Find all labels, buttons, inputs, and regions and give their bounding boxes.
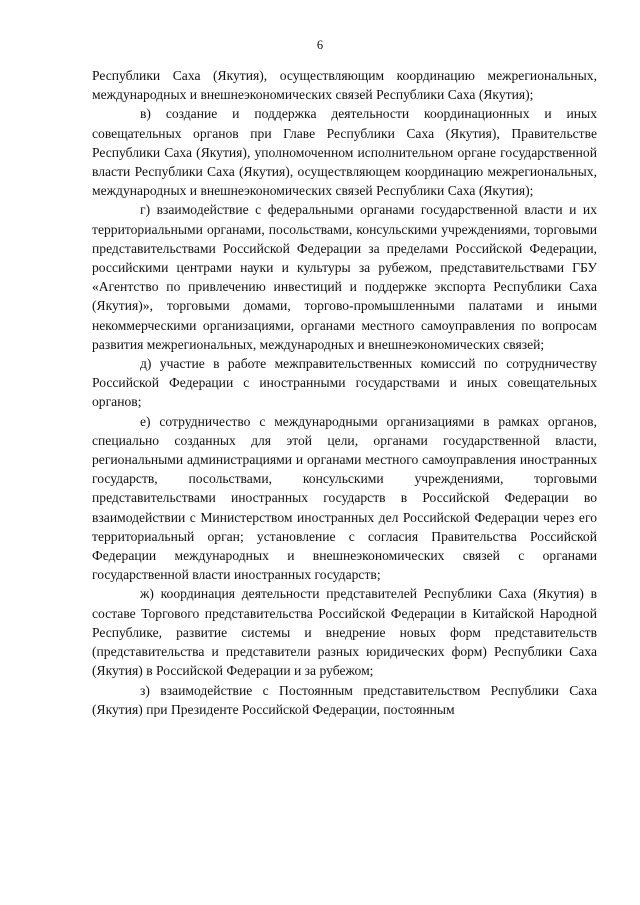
document-body <box>92 66 597 719</box>
paragraph-item-v: в) создание и поддержка деятельности координационных и иных совещательных органов при Главе Республики Саха (Якутия), Правительстве Республики Саха (Якутия), уполномоченном исполнительном органе государственной власти Республики Саха (Якутия), осуществляющем координацию межрегиональных, международных и внешнеэкономических связей Республики Саха (Якутия); <box>92 106 597 199</box>
paragraph-item-zh: ж) координация деятельности представителей Республики Саха (Якутия) в составе Торгового представительства Российской Федерации в Китайской Народной Республике, развитие системы и внедрение новых форм представительств (представительства и представители разных юридических форм) Республики Саха (Якутия) в Российской Федерации и за рубежом; <box>92 586 597 679</box>
paragraph-item-g: г) взаимодействие с федеральными органами государственной власти и их территориальными органами, посольствами, консульскими учреждениями, торговыми представительствами Российской Федерации за пределами Российской Федерации, российскими центрами науки и культуры за рубежом, представительствами ГБУ «Агентство по привлечению инвестиций и поддержке экспорта Республики Саха (Якутия)», торговыми домами, торгово-промышленными палатами и иными некоммерческими организациями, органами местного самоуправления по вопросам развития межрегиональных, международных и внешнеэкономических связей; <box>92 202 597 352</box>
paragraph-item-z: з) взаимодействие с Постоянным представительством Республики Саха (Якутия) при Президенте Российской Федерации, постоянным <box>92 682 597 717</box>
page-number: 6 <box>316 38 324 52</box>
paragraph-item-d: д) участие в работе межправительственных комиссий по сотрудничеству Российской Федерации с иностранными государствами и иных совещательных органов; <box>92 356 597 410</box>
paragraph-item-e: е) сотрудничество с международными организациями в рамках органов, специально созданных для этой цели, органами государственной власти, региональными администрациями и органами местного самоуправления иностранных государств, посольствами, консульскими учреждениями, торговыми представительствами иностранных государств в Российской Федерации во взаимодействии с Министерством иностранных дел Российской Федерации через его территориальный орган; установление с согласия Правительства Российской Федерации международных и внешнеэкономических связей с органами государственной власти иностранных государств; <box>92 413 597 583</box>
paragraph-continuation: Республики Саха (Якутия), осуществляющим координацию межрегиональных, международных и внешнеэкономических связей Республики Саха (Якутия); <box>92 68 597 103</box>
